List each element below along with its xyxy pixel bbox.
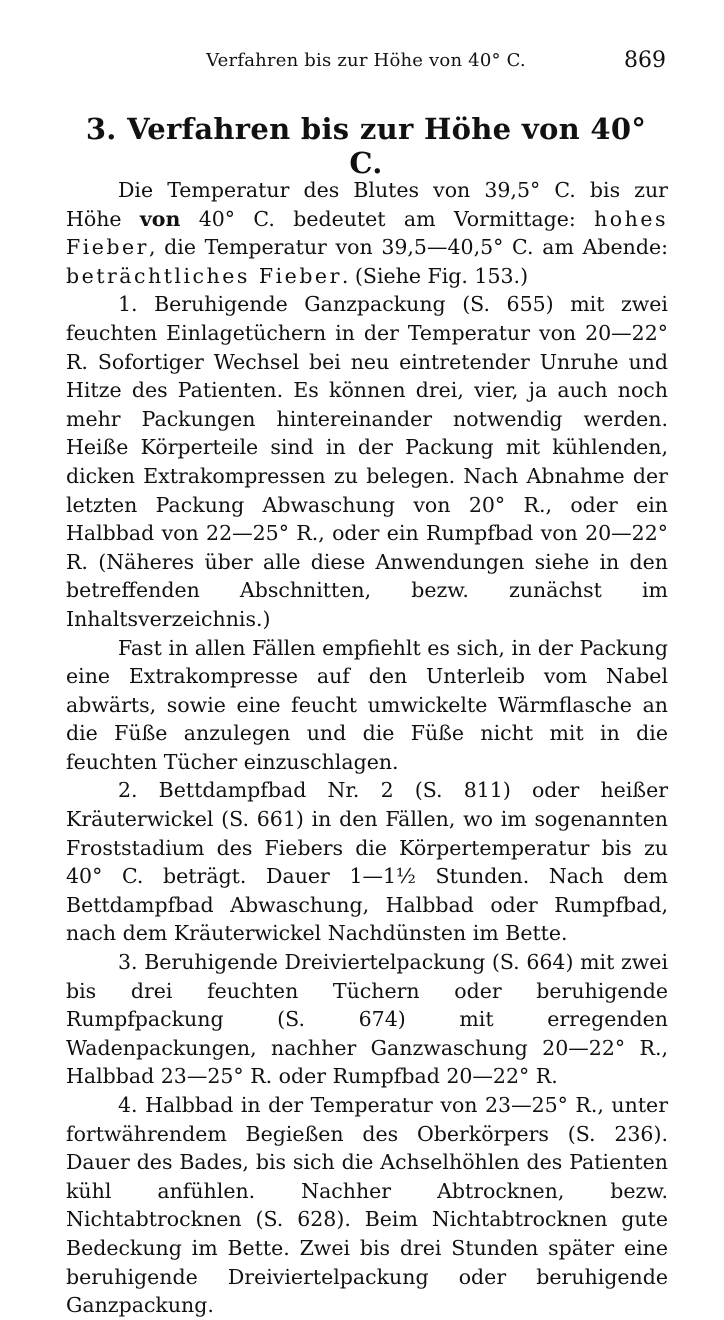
section-heading: 3. Verfahren bis zur Höhe von 40° C. — [85, 112, 647, 180]
intro-text-7: . (Siehe Fig. 153.) — [341, 263, 529, 288]
body-text — [66, 176, 668, 1320]
intro-text-3: 40° C. bedeutet am Vormittage: — [180, 206, 595, 231]
page-number: 869 — [624, 48, 666, 73]
intro-paragraph — [66, 176, 668, 290]
paragraph-item-4: 4. Halbbad in der Temperatur von 23—25° R., unter fortwährendem Begießen des Oberkörpers (S. 236). Dauer des Bades, bis sich die Achselhöhlen des Patienten kühl anfühlen. Nachher Abtrocknen, bezw. Nichtabtrocknen (S. 628). Beim Nichtabtrocknen gute Bedeckung im Bette. Zwei bis drei Stunden später eine beruhigende Dreiviertelpackung oder beruhigende Ganzpackung. — [66, 1093, 668, 1318]
paragraph-item-1-note: Fast in allen Fällen empfiehlt es sich, in der Packung eine Extrakompresse auf den Unterleib vom Nabel abwärts, sowie eine feucht umwickelte Wärmflasche an die Füße anzulegen und die Füße nicht mit in die feuchten Tücher einzuschlagen. — [66, 635, 668, 774]
intro-betraechtliches-fieber: beträchtliches Fieber — [66, 263, 342, 288]
paragraph-item-2: 2. Bettdampfbad Nr. 2 (S. 811) oder heißer Kräuterwickel (S. 661) in den Fällen, wo im sogenannten Froststadium des Fiebers die Körpertemperatur bis zu 40° C. beträgt. Dauer 1—1½ Stunden. Nach dem Bettdampfbad Abwaschung, Halbbad oder Rumpfbad, nach dem Kräuterwickel Nachdünsten im Bette. — [66, 778, 668, 946]
paragraph-item-1: 1. Beruhigende Ganzpackung (S. 655) mit zwei feuchten Einlagetüchern in der Temperatur von 20—22° R. Sofortiger Wechsel bei neu eintretender Unruhe und Hitze des Patienten. Es können drei, vier, ja auch noch mehr Packungen hintereinander notwendig werden. Heiße Körperteile sind in der Packung mit kühlenden, dicken Extrakompressen zu belegen. Nach Abnahme der letzten Packung Abwaschung von 20° R., oder ein Halbbad von 22—25° R., oder ein Rumpfbad von 20—22° R. (Näheres über alle diese Anwendungen siehe in den betreffenden Abschnitten, bezw. zunächst im Inhaltsverzeichnis.) — [66, 292, 668, 631]
intro-text-1: Die Temperatur des Blutes von 39,5° C. bis zur Höhe — [66, 178, 668, 231]
intro-bold-von: von — [139, 206, 181, 231]
intro-hohes-fieber: hohes Fieber — [66, 206, 668, 260]
intro-text-5: , die Temperatur von 39,5—40,5° C. am Abende: — [148, 235, 668, 260]
paragraph-item-3: 3. Beruhigende Dreiviertelpackung (S. 664) mit zwei bis drei feuchten Tüchern oder beruhigende Rumpfpackung (S. 674) mit erregenden Wadenpackungen, nachher Ganzwaschung 20—22° R., Halbbad 23—25° R. oder Rumpfbad 20—22° R. — [66, 950, 668, 1089]
running-head — [66, 50, 666, 80]
running-title: Verfahren bis zur Höhe von 40° C. — [206, 50, 526, 71]
